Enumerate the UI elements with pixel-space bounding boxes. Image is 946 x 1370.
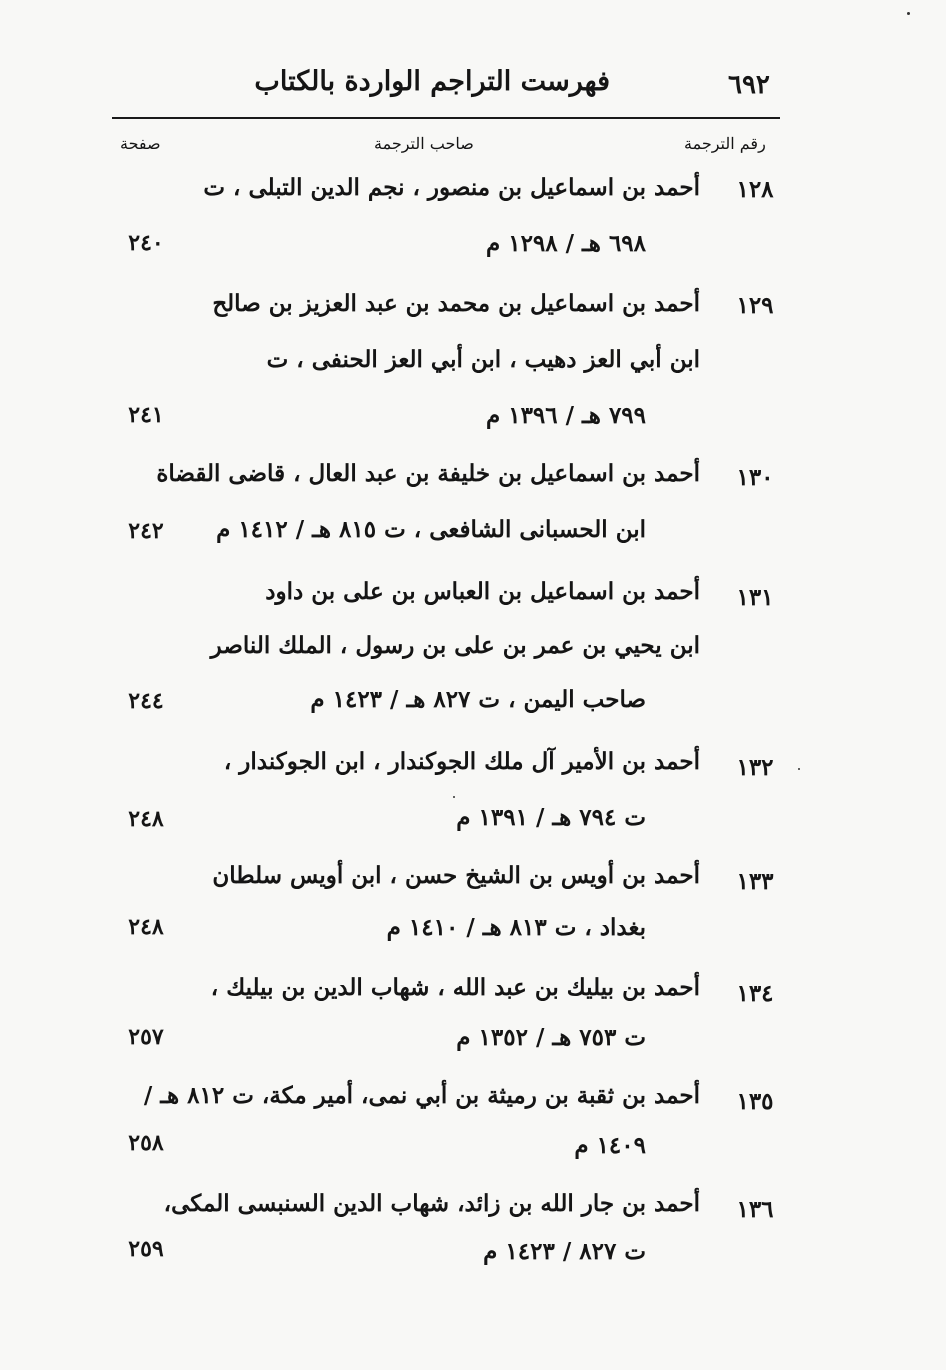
entry-page-ref: ٢٤٨ <box>128 914 164 940</box>
entry-text-line: ت ٨٢٧ / ١٤٢٣ م <box>483 1238 646 1265</box>
entry-text-line: أحمد بن أويس بن الشيخ حسن ، ابن أويس سلطان <box>212 862 700 889</box>
entry-text-line: ٦٩٨ هـ / ١٢٩٨ م <box>485 230 646 257</box>
entry-page-ref: ٢٤١ <box>128 402 164 428</box>
entry-number: ١٣٦ <box>736 1196 774 1223</box>
entry-number: ١٢٩ <box>736 292 774 319</box>
entry-text-line: أحمد بن بيليك بن عبد الله ، شهاب الدين بن بيليك ، <box>210 974 700 1001</box>
entry-text-line: أحمد بن اسماعيل بن منصور ، نجم الدين التبلى ، ت <box>203 174 700 201</box>
entry-text-line: ابن الحسبانى الشافعى ، ت ٨١٥ هـ / ١٤١٢ م <box>216 516 646 543</box>
entry-page-ref: ٢٤٤ <box>128 688 164 714</box>
entry-number: ١٣٤ <box>736 980 774 1007</box>
scan-speck <box>798 768 800 770</box>
entry-page-ref: ٢٥٨ <box>128 1130 164 1156</box>
entry-page-ref: ٢٥٩ <box>128 1236 164 1262</box>
header-divider <box>112 117 780 119</box>
page-header-title: فهرست التراجم الواردة بالكتاب <box>254 66 610 97</box>
entry-number: ١٢٨ <box>736 176 774 203</box>
entry-number: ١٣٢ <box>736 754 774 781</box>
column-heading-person: صاحب الترجمة <box>374 134 474 153</box>
entry-text-line: ت ٧٩٤ هـ / ١٣٩١ م <box>456 804 646 831</box>
entry-text-line: أحمد بن ثقبة بن رميثة بن أبي نمى، أمير مكة، ت ٨١٢ هـ / <box>143 1082 700 1109</box>
scan-speck <box>453 796 455 798</box>
entry-page-ref: ٢٥٧ <box>128 1024 164 1050</box>
entry-text-line: ١٤٠٩ م <box>574 1132 646 1159</box>
column-heading-page: صفحة <box>120 134 161 153</box>
scan-speck <box>907 12 910 15</box>
entry-text-line: ابن يحيي بن عمر بن على بن رسول ، الملك الناصر <box>210 632 700 659</box>
entry-text-line: أحمد بن الأمير آل ملك الجوكندار ، ابن الجوكندار ، <box>223 748 700 775</box>
entry-text-line: أحمد بن اسماعيل بن خليفة بن عبد العال ، قاضى القضاة <box>156 460 700 487</box>
entry-page-ref: ٢٤٨ <box>128 806 164 832</box>
entry-text-line: صاحب اليمن ، ت ٨٢٧ هـ / ١٤٢٣ م <box>310 686 646 713</box>
entry-page-ref: ٢٤٠ <box>128 230 164 256</box>
page-number: ٦٩٢ <box>728 70 770 100</box>
entry-text-line: أحمد بن اسماعيل بن محمد بن عبد العزيز بن صالح <box>212 290 700 317</box>
entry-number: ١٣١ <box>736 584 774 611</box>
entry-page-ref: ٢٤٢ <box>128 518 164 544</box>
entry-number: ١٣٠ <box>736 464 774 491</box>
entry-text-line: ابن أبي العز دهيب ، ابن أبي العز الحنفى ، ت <box>266 346 700 373</box>
entry-text-line: ٧٩٩ هـ / ١٣٩٦ م <box>485 402 646 429</box>
entry-text-line: أحمد بن جار الله بن زائد، شهاب الدين السنبسى المكى، <box>163 1190 700 1217</box>
entry-text-line: بغداد ، ت ٨١٣ هـ / ١٤١٠ م <box>386 914 646 941</box>
entry-number: ١٣٣ <box>736 868 774 895</box>
column-heading-number: رقم الترجمة <box>684 134 766 153</box>
entry-number: ١٣٥ <box>736 1088 774 1115</box>
entry-text-line: أحمد بن اسماعيل بن العباس بن على بن داود <box>265 578 700 605</box>
entry-text-line: ت ٧٥٣ هـ / ١٣٥٢ م <box>456 1024 646 1051</box>
